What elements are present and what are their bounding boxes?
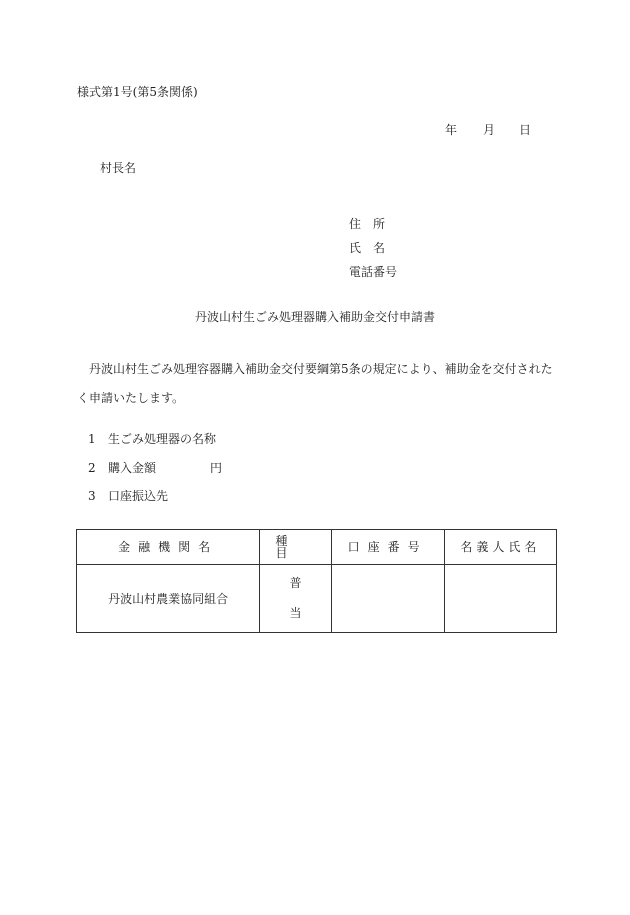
application-statement: 丹波山村生ごみ処理容器購入補助金交付要綱第5条の規定により、補助金を交付されたく申請いたします。 xyxy=(77,362,553,405)
item-number: 2 xyxy=(88,461,96,475)
account-type-current: 当 xyxy=(289,606,302,620)
phone-label: 電話番号 xyxy=(349,265,398,279)
date-day: 日 xyxy=(519,123,532,137)
yen-unit: 円 xyxy=(210,461,223,475)
account-holder-cell xyxy=(444,565,556,633)
date-year: 年 xyxy=(445,123,458,137)
header-account-type: 種目 xyxy=(260,530,331,565)
document-title: 丹波山村生ごみ処理器購入補助金交付申請書 xyxy=(194,310,435,324)
item-number: 1 xyxy=(88,432,96,446)
list-item xyxy=(88,490,168,502)
header-bank-name: 金融機関名 xyxy=(77,530,260,565)
date-month: 月 xyxy=(483,123,496,137)
bank-account-table xyxy=(76,529,557,633)
account-number-cell xyxy=(331,565,444,633)
addressee: 村長名 xyxy=(100,161,137,175)
name-label: 氏名 xyxy=(349,241,398,255)
item-label: 購入金額 xyxy=(108,461,157,475)
address-label: 住所 xyxy=(349,217,398,231)
header-account-number: 口座番号 xyxy=(331,530,444,565)
list-item xyxy=(88,462,222,474)
item-number: 3 xyxy=(88,489,96,503)
account-type-ordinary: 普 xyxy=(289,576,302,590)
form-number: 様式第1号(第5条関係) xyxy=(77,85,198,99)
header-account-holder: 名義人氏名 xyxy=(444,530,556,565)
date-line xyxy=(445,124,531,136)
account-type-cell xyxy=(260,565,331,633)
list-item xyxy=(88,433,216,445)
table-header-row xyxy=(77,530,557,565)
item-label: 生ごみ処理器の名称 xyxy=(108,432,217,446)
table-row xyxy=(77,565,557,633)
bank-name-cell: 丹波山村農業協同組合 xyxy=(77,565,260,633)
item-label: 口座振込先 xyxy=(108,489,169,503)
